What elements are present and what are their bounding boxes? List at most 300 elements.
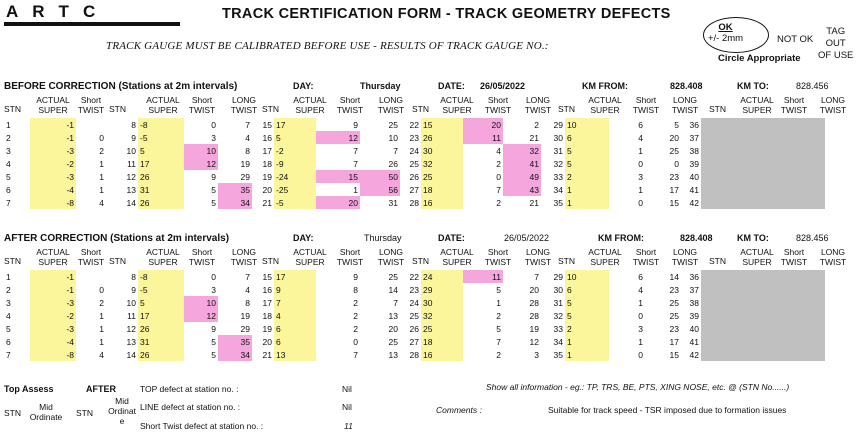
blank-shaded-cell	[701, 348, 825, 361]
value-cell[interactable]: 3	[534, 349, 539, 360]
value-cell[interactable]: 24	[409, 297, 419, 308]
value-cell[interactable]: 19	[240, 310, 250, 321]
value-cell[interactable]: 17	[262, 145, 272, 156]
col-twist: TWIST	[484, 257, 512, 267]
value-cell[interactable]: 7	[353, 158, 358, 169]
before-col-long-4	[519, 95, 557, 115]
value-cell[interactable]: 15	[669, 197, 679, 208]
value-cell[interactable]: 7	[534, 271, 539, 282]
value-cell[interactable]: 17	[669, 336, 679, 347]
col-short: Short	[191, 95, 213, 105]
value-cell[interactable]: 33	[553, 171, 563, 182]
value-cell[interactable]: -8	[30, 348, 76, 361]
col-super: SUPER	[38, 105, 68, 115]
value-cell[interactable]: -2	[30, 309, 76, 322]
value-cell[interactable]: 9	[131, 284, 136, 295]
value-cell[interactable]: 40	[689, 171, 699, 182]
value-cell[interactable]: 10	[126, 297, 136, 308]
value-cell[interactable]: 29	[553, 119, 563, 130]
after-col-short-1	[76, 247, 106, 267]
value-cell[interactable]: 0	[211, 119, 216, 130]
value-cell[interactable]: 30	[553, 284, 563, 295]
short-twist-defect-value[interactable]: 11	[344, 421, 353, 431]
blank-shaded-cell	[701, 283, 825, 296]
value-cell[interactable]: 1	[99, 323, 104, 334]
value-cell[interactable]: 41	[503, 157, 541, 170]
value-cell[interactable]: 3	[211, 284, 216, 295]
value-cell[interactable]: 41	[689, 184, 699, 195]
line-defect-value[interactable]: Nil	[342, 402, 352, 412]
value-cell[interactable]: 7	[353, 145, 358, 156]
after-col-short-5	[628, 247, 664, 267]
value-cell[interactable]: 20	[388, 323, 398, 334]
value-cell[interactable]: 21	[529, 197, 539, 208]
value-cell[interactable]: 25	[388, 119, 398, 130]
value-cell[interactable]: 32	[553, 310, 563, 321]
col-actual: ACTUAL	[36, 247, 70, 257]
value-cell[interactable]: 25	[409, 158, 419, 169]
col-short: Short	[339, 247, 361, 257]
value-cell[interactable]: -4	[30, 183, 76, 196]
value-cell[interactable]: 27	[409, 336, 419, 347]
before-col-short-5	[628, 95, 664, 115]
value-cell[interactable]: 31	[553, 145, 563, 156]
value-cell[interactable]: 12	[316, 131, 360, 144]
value-cell[interactable]: 28	[529, 310, 539, 321]
value-cell[interactable]: 1	[99, 171, 104, 182]
value-cell[interactable]: 37	[689, 132, 699, 143]
value-cell[interactable]: 8	[131, 119, 136, 130]
value-cell[interactable]: 6	[638, 119, 643, 130]
station-cell: 32	[421, 157, 463, 170]
station-cell: 4	[6, 158, 11, 169]
value-cell[interactable]: 7	[496, 336, 501, 347]
value-cell[interactable]: -1	[30, 270, 76, 283]
value-cell[interactable]: -2	[30, 157, 76, 170]
table-row	[4, 157, 825, 170]
footer-stn-2: STN	[76, 408, 93, 418]
gauge-ok-option[interactable]	[708, 22, 743, 44]
value-cell[interactable]: 39	[689, 158, 699, 169]
value-cell[interactable]: 21	[529, 132, 539, 143]
value-cell[interactable]: -1	[30, 283, 76, 296]
before-col-super-1	[30, 95, 76, 115]
after-date-label: DATE:	[438, 233, 465, 243]
value-cell[interactable]: 9	[131, 132, 136, 143]
value-cell[interactable]: 1	[99, 158, 104, 169]
col-twist: TWIST	[230, 257, 258, 267]
top-defect-value[interactable]: Nil	[342, 384, 352, 394]
col-short: Short	[339, 95, 361, 105]
value-cell[interactable]: 31	[553, 297, 563, 308]
after-col-stn-3: STN	[262, 256, 279, 266]
value-cell[interactable]: 0	[638, 158, 643, 169]
value-cell[interactable]: 3	[638, 171, 643, 182]
value-cell[interactable]: 2	[496, 310, 501, 321]
value-cell[interactable]: 18	[262, 310, 272, 321]
col-long: LONG	[820, 247, 846, 257]
station-cell: 26	[138, 170, 184, 183]
value-cell[interactable]: 1	[99, 310, 104, 321]
table-row	[4, 118, 825, 131]
value-cell[interactable]: 15	[262, 119, 272, 130]
gauge-not-ok-option[interactable]: NOT OK	[777, 34, 814, 45]
value-cell[interactable]: -3	[30, 170, 76, 183]
value-cell[interactable]: 28	[409, 197, 419, 208]
value-cell[interactable]: 3	[638, 323, 643, 334]
value-cell[interactable]: 12	[184, 157, 218, 170]
value-cell[interactable]: 1	[638, 297, 643, 308]
after-col-super-2	[140, 247, 186, 267]
value-cell[interactable]: 23	[409, 132, 419, 143]
value-cell[interactable]: 10	[184, 144, 218, 157]
value-cell[interactable]: 36	[689, 119, 699, 130]
col-actual: ACTUAL	[740, 95, 774, 105]
table-row	[4, 170, 825, 183]
value-cell[interactable]: 9	[211, 323, 216, 334]
col-short: Short	[80, 247, 102, 257]
table-row	[4, 183, 825, 196]
value-cell[interactable]: 5	[496, 284, 501, 295]
value-cell[interactable]: 20	[316, 196, 360, 209]
value-cell[interactable]: -4	[30, 335, 76, 348]
ordinate-label: Ordinat	[108, 406, 136, 416]
value-cell[interactable]: 35	[553, 349, 563, 360]
station-cell: 16	[421, 196, 463, 209]
value-cell[interactable]: 2	[496, 197, 501, 208]
value-cell[interactable]: 19	[262, 171, 272, 182]
value-cell[interactable]	[76, 118, 106, 131]
value-cell[interactable]: 1	[496, 297, 501, 308]
value-cell[interactable]: 26	[409, 323, 419, 334]
value-cell[interactable]: 50	[360, 170, 400, 183]
value-cell[interactable]: 2	[353, 323, 358, 334]
after-day-value[interactable]: Thursday	[364, 233, 402, 243]
value-cell[interactable]: 19	[529, 323, 539, 334]
footer-mid-ordinate-2	[104, 396, 140, 426]
value-cell[interactable]: 14	[126, 349, 136, 360]
value-cell[interactable]: 0	[496, 171, 501, 182]
value-cell[interactable]: 16	[262, 132, 272, 143]
value-cell[interactable]: 11	[463, 270, 503, 283]
value-cell[interactable]: 23	[669, 323, 679, 334]
after-col-super-6	[736, 247, 778, 267]
value-cell[interactable]: 7	[393, 297, 398, 308]
value-cell[interactable]: 17	[262, 297, 272, 308]
value-cell[interactable]: 49	[503, 170, 541, 183]
value-cell[interactable]: 6	[638, 271, 643, 282]
value-cell[interactable]: 0	[638, 197, 643, 208]
value-cell[interactable]: 13	[126, 336, 136, 347]
value-cell[interactable]: 20	[669, 132, 679, 143]
value-cell[interactable]: 2	[534, 119, 539, 130]
gauge-calibration-note: TRACK GAUGE MUST BE CALIBRATED BEFORE USE - RESULTS OF TRACK GAUGE NO.:	[106, 40, 549, 52]
value-cell[interactable]: 23	[669, 284, 679, 295]
value-cell[interactable]: 22	[409, 119, 419, 130]
value-cell[interactable]: 7	[245, 271, 250, 282]
value-cell[interactable]: 0	[638, 349, 643, 360]
comments-value[interactable]: Suitable for track speed - TSR imposed due to formation issues	[548, 405, 787, 415]
value-cell[interactable]: 41	[689, 336, 699, 347]
value-cell[interactable]: 25	[388, 336, 398, 347]
station-cell: 5	[565, 296, 609, 309]
after-km-from-value[interactable]: 828.408	[680, 233, 713, 243]
value-cell[interactable]: 2	[99, 297, 104, 308]
value-cell[interactable]: 56	[360, 183, 400, 196]
value-cell[interactable]: 34	[218, 348, 252, 361]
value-cell[interactable]: 10	[126, 145, 136, 156]
value-cell[interactable]: -3	[30, 322, 76, 335]
value-cell[interactable]: 38	[689, 297, 699, 308]
station-cell: 6	[274, 322, 316, 335]
value-cell[interactable]: 30	[553, 132, 563, 143]
value-cell[interactable]: 0	[353, 336, 358, 347]
value-cell[interactable]: 25	[388, 271, 398, 282]
value-cell[interactable]: 0	[99, 132, 104, 143]
value-cell[interactable]: 7	[393, 145, 398, 156]
value-cell[interactable]: 5	[211, 184, 216, 195]
value-cell[interactable]: 33	[553, 323, 563, 334]
value-cell[interactable]: 9	[353, 119, 358, 130]
value-cell[interactable]: 14	[126, 197, 136, 208]
value-cell[interactable]: 20	[262, 184, 272, 195]
after-col-long-4	[519, 247, 557, 267]
value-cell[interactable]: 23	[409, 284, 419, 295]
value-cell[interactable]: 9	[353, 271, 358, 282]
value-cell[interactable]: -3	[30, 296, 76, 309]
col-short: Short	[487, 95, 509, 105]
value-cell[interactable]: 5	[496, 323, 501, 334]
before-col-super-2	[140, 95, 186, 115]
value-cell[interactable]: 2	[496, 349, 501, 360]
col-actual: ACTUAL	[146, 95, 180, 105]
value-cell[interactable]: 12	[184, 309, 218, 322]
station-cell: 5	[6, 171, 11, 182]
logo-underline	[4, 22, 180, 26]
value-cell[interactable]: 5	[674, 119, 679, 130]
value-cell[interactable]: 32	[553, 158, 563, 169]
value-cell[interactable]: 15	[262, 271, 272, 282]
value-cell[interactable]: 4	[496, 145, 501, 156]
value-cell[interactable]: 4	[638, 132, 643, 143]
col-twist: TWIST	[780, 105, 808, 115]
value-cell[interactable]: 29	[553, 271, 563, 282]
gauge-tag-out-option[interactable]	[818, 26, 853, 62]
col-actual: ACTUAL	[293, 95, 327, 105]
blank-shaded-cell	[701, 196, 825, 209]
station-cell: 5	[565, 144, 609, 157]
col-twist: TWIST	[632, 105, 660, 115]
before-km-from-value[interactable]: 828.408	[670, 81, 703, 91]
value-cell[interactable]: 2	[496, 158, 501, 169]
col-long: LONG	[231, 95, 257, 105]
value-cell[interactable]: 20	[262, 336, 272, 347]
col-twist: TWIST	[377, 105, 405, 115]
value-cell[interactable]: 21	[262, 197, 272, 208]
value-cell[interactable]: 0	[211, 271, 216, 282]
value-cell[interactable]: 21	[262, 349, 272, 360]
value-cell[interactable]: 27	[409, 184, 419, 195]
col-twist: TWIST	[819, 105, 847, 115]
value-cell[interactable]: 42	[689, 197, 699, 208]
value-cell[interactable]: 13	[388, 310, 398, 321]
value-cell[interactable]: 2	[99, 145, 104, 156]
station-cell: 17	[138, 309, 184, 322]
value-cell[interactable]: 35	[218, 335, 252, 348]
value-cell[interactable]: 25	[669, 310, 679, 321]
value-cell[interactable]: -1	[30, 131, 76, 144]
value-cell[interactable]: 1	[99, 184, 104, 195]
before-correction-table	[4, 118, 825, 209]
value-cell[interactable]: 12	[126, 323, 136, 334]
value-cell[interactable]: 1	[638, 145, 643, 156]
value-cell[interactable]: 8	[353, 284, 358, 295]
value-cell[interactable]: 37	[689, 284, 699, 295]
table-row	[4, 348, 825, 361]
value-cell[interactable]: 36	[689, 271, 699, 282]
value-cell[interactable]: 32	[503, 144, 541, 157]
value-cell[interactable]: 10	[184, 296, 218, 309]
value-cell[interactable]: 1	[353, 184, 358, 195]
value-cell[interactable]: 42	[689, 349, 699, 360]
after-date-value[interactable]: 26/05/2022	[504, 233, 550, 243]
blank-shaded-cell	[701, 118, 825, 131]
value-cell[interactable]: 23	[669, 171, 679, 182]
value-cell[interactable]: 16	[262, 284, 272, 295]
value-cell[interactable]: 2	[353, 297, 358, 308]
value-cell[interactable]: 19	[262, 323, 272, 334]
value-cell[interactable]: 4	[245, 284, 250, 295]
value-cell[interactable]: 1	[638, 336, 643, 347]
value-cell[interactable]: 25	[409, 310, 419, 321]
value-cell[interactable]: 19	[240, 158, 250, 169]
value-cell[interactable]: 10	[388, 132, 398, 143]
value-cell[interactable]: 28	[409, 349, 419, 360]
value-cell[interactable]: 12	[529, 336, 539, 347]
blank-shaded-cell	[701, 335, 825, 348]
after-col-short-3	[334, 247, 366, 267]
before-date-value[interactable]: 26/05/2022	[480, 81, 526, 91]
value-cell[interactable]: 34	[553, 184, 563, 195]
value-cell[interactable]: 14	[388, 284, 398, 295]
value-cell[interactable]: 35	[553, 197, 563, 208]
station-cell: 4	[6, 310, 11, 321]
station-cell: 25	[421, 170, 463, 183]
value-cell[interactable]: 0	[99, 284, 104, 295]
ok-tolerance: +/- 2mm	[708, 33, 744, 44]
value-cell[interactable]	[76, 270, 106, 283]
value-cell[interactable]: 4	[99, 197, 104, 208]
blank-shaded-cell	[701, 144, 825, 157]
value-cell[interactable]: 5	[211, 336, 216, 347]
value-cell[interactable]: 20	[463, 118, 503, 131]
before-col-stn-1: STN	[4, 104, 21, 114]
value-cell[interactable]: 39	[689, 310, 699, 321]
value-cell[interactable]: 28	[529, 297, 539, 308]
value-cell[interactable]: 4	[99, 349, 104, 360]
ordinate-label: Ordinate	[29, 412, 63, 422]
value-cell[interactable]: 38	[689, 145, 699, 156]
value-cell[interactable]: 13	[126, 184, 136, 195]
col-super: SUPER	[590, 105, 620, 115]
value-cell[interactable]: 29	[240, 171, 250, 182]
top-assess-label: Top Assess	[4, 384, 54, 394]
value-cell[interactable]: 9	[211, 171, 216, 182]
value-cell[interactable]: 7	[245, 119, 250, 130]
col-twist: TWIST	[188, 105, 216, 115]
col-super: SUPER	[148, 257, 178, 267]
value-cell[interactable]: 0	[638, 310, 643, 321]
value-cell[interactable]: 13	[388, 349, 398, 360]
col-actual: ACTUAL	[440, 247, 474, 257]
station-cell: 1	[565, 183, 609, 196]
value-cell[interactable]: -1	[30, 118, 76, 131]
value-cell[interactable]: 43	[503, 183, 541, 196]
value-cell[interactable]: -3	[30, 144, 76, 157]
col-actual: ACTUAL	[588, 95, 622, 105]
value-cell[interactable]: 15	[316, 170, 360, 183]
col-long: LONG	[378, 247, 404, 257]
value-cell[interactable]: 3	[211, 132, 216, 143]
value-cell[interactable]: 8	[245, 297, 250, 308]
value-cell[interactable]: 11	[127, 158, 136, 169]
col-twist: TWIST	[524, 257, 552, 267]
col-short: Short	[783, 247, 805, 257]
value-cell[interactable]: 25	[669, 145, 679, 156]
value-cell[interactable]: 11	[127, 310, 136, 321]
before-date-label: DATE:	[438, 81, 465, 91]
value-cell[interactable]: -8	[30, 196, 76, 209]
value-cell[interactable]: 34	[553, 336, 563, 347]
value-cell[interactable]: 18	[262, 158, 272, 169]
value-cell[interactable]: 2	[353, 310, 358, 321]
value-cell[interactable]: 26	[388, 158, 398, 169]
value-cell[interactable]: 1	[99, 336, 104, 347]
value-cell[interactable]: 20	[529, 284, 539, 295]
col-actual: ACTUAL	[293, 247, 327, 257]
value-cell[interactable]: 24	[409, 145, 419, 156]
value-cell[interactable]: 29	[240, 323, 250, 334]
value-cell[interactable]: 4	[638, 284, 643, 295]
before-day-value[interactable]: Thursday	[360, 81, 401, 91]
value-cell[interactable]: 35	[218, 183, 252, 196]
value-cell[interactable]: 15	[669, 349, 679, 360]
value-cell[interactable]: 7	[496, 184, 501, 195]
value-cell[interactable]: 1	[638, 184, 643, 195]
before-km-to-value[interactable]: 828.456	[796, 81, 829, 91]
value-cell[interactable]: 8	[245, 145, 250, 156]
value-cell[interactable]: 0	[674, 158, 679, 169]
value-cell[interactable]: 14	[669, 271, 679, 282]
value-cell[interactable]: 11	[463, 131, 503, 144]
value-cell[interactable]: 17	[669, 184, 679, 195]
value-cell[interactable]: 7	[353, 349, 358, 360]
value-cell[interactable]: 5	[211, 349, 216, 360]
value-cell[interactable]: 34	[218, 196, 252, 209]
station-cell: 5	[138, 144, 184, 157]
value-cell[interactable]: 25	[669, 297, 679, 308]
value-cell[interactable]: 8	[131, 271, 136, 282]
value-cell[interactable]: 12	[126, 171, 136, 182]
after-km-to-value[interactable]: 828.456	[796, 233, 829, 243]
value-cell[interactable]: 26	[409, 171, 419, 182]
value-cell[interactable]: 40	[689, 323, 699, 334]
value-cell[interactable]: 31	[388, 197, 398, 208]
value-cell[interactable]: 4	[245, 132, 250, 143]
station-cell: 17	[274, 118, 316, 131]
value-cell[interactable]: 5	[211, 197, 216, 208]
value-cell[interactable]: 22	[409, 271, 419, 282]
